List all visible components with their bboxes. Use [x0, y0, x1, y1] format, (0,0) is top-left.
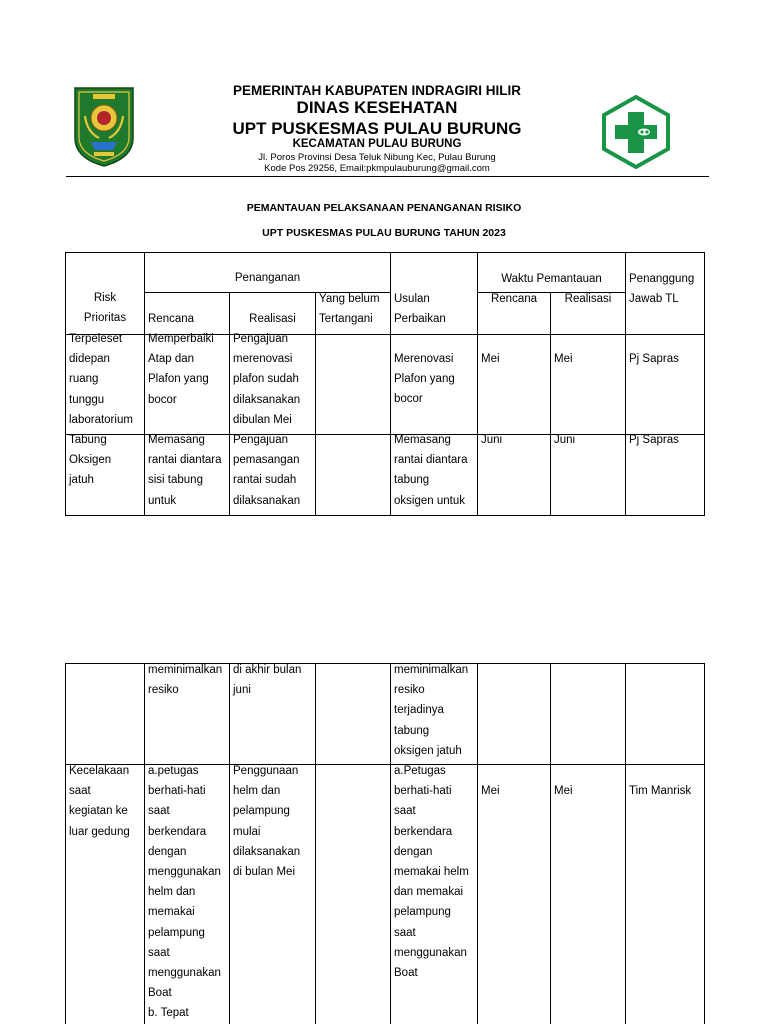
document-subtitle: UPT PUSKESMAS PULAU BURUNG TAHUN 2023	[262, 227, 506, 239]
risk-monitoring-table-page-2	[65, 663, 705, 1024]
table-cell-waktu-realisasi: Juni	[554, 434, 576, 446]
table-cell-realisasi: Pengajuan merenovasi plafon sudah dilaksanakan dibulan Mei	[233, 333, 301, 426]
table-cell-rencana: meminimalkan resiko	[148, 664, 223, 697]
header-waktu-pemantauan: Waktu Pemantauan	[501, 273, 602, 285]
kabupaten-crest-icon	[73, 86, 135, 168]
table-cell-waktu-realisasi: Mei	[554, 785, 573, 797]
table-cell-waktu-realisasi: Mei	[554, 353, 573, 365]
header-government-line: PEMERINTAH KABUPATEN INDRAGIRI HILIR	[233, 83, 521, 98]
risk-monitoring-table-page-1	[65, 252, 705, 516]
document-title: PEMANTAUAN PELAKSANAAN PENANGANAN RISIKO	[246, 202, 522, 214]
header-district-line: KECAMATAN PULAU BURUNG	[292, 138, 462, 150]
table-cell-usulan: Memasang rantai diantara tabung oksigen untuk	[394, 434, 468, 507]
table-cell-realisasi: di akhir bulan juni	[233, 664, 302, 697]
table-cell-usulan: Merenovasi Plafon yang bocor	[394, 353, 455, 406]
header-yang-belum: Yang belum Tertangani	[319, 293, 380, 326]
header-institution-line: UPT PUSKESMAS PULAU BURUNG	[232, 119, 522, 138]
header-risk-prioritas: Risk Prioritas	[83, 292, 127, 325]
header-realisasi: Realisasi	[249, 313, 296, 325]
table-cell-rencana: Memasang rantai diantara sisi tabung untuk	[148, 434, 222, 507]
header-postal-line: Kode Pos 29256, Email:pkmpulauburung@gmail.com	[264, 163, 490, 174]
table-cell-risk: Kecelakaan saat kegiatan ke luar gedung	[69, 765, 130, 838]
puskesmas-logo-icon	[601, 95, 671, 169]
table-cell-realisasi: Pengajuan pemasangan rantai sudah dilaksanakan	[233, 434, 301, 507]
table-cell-rencana: Memperbaiki Atap dan Plafon yang bocor	[148, 333, 214, 406]
table-cell-waktu-rencana: Juni	[481, 434, 503, 446]
table-cell-pj: Tim Manrisk	[629, 785, 692, 797]
header-waktu-realisasi: Realisasi	[564, 293, 612, 305]
header-penanggung-jawab: Penanggung Jawab TL	[629, 273, 695, 306]
table-cell-waktu-rencana: Mei	[481, 785, 500, 797]
table-cell-usulan: meminimalkan resiko terjadinya tabung oksigen jatuh	[394, 664, 469, 757]
table-cell-risk: Terpeleset didepan ruang tunggu laboratorium	[69, 333, 133, 426]
header-penanganan: Penanganan	[234, 272, 301, 284]
header-address-line: Jl. Poros Provinsi Desa Teluk Nibung Kec, Pulau Burung	[258, 152, 496, 163]
table-cell-pj: Pj Sapras	[629, 434, 679, 446]
table-cell-usulan: a.Petugas berhati-hati saat berkendara dengan memakai helm dan memakai pelampung saat menggunakan Boat	[394, 765, 469, 980]
header-department-line: DINAS KESEHATAN	[296, 98, 458, 117]
letterhead-divider	[66, 176, 709, 177]
header-rencana: Rencana	[148, 313, 195, 325]
table-cell-rencana: a.petugas berhati-hati saat berkendara dengan menggunakan helm dan memakai pelampung saat menggunakan Boat b. Tepat	[148, 765, 221, 1020]
header-usulan-perbaikan: Usulan Perbaikan	[394, 293, 446, 326]
table-cell-pj: Pj Sapras	[629, 353, 679, 365]
table-cell-realisasi: Penggunaan helm dan pelampung mulai dilaksanakan di bulan Mei	[233, 765, 301, 879]
table-cell-risk: Tabung Oksigen jatuh	[69, 434, 112, 487]
table-cell-waktu-rencana: Mei	[481, 353, 500, 365]
header-waktu-rencana: Rencana	[490, 293, 538, 305]
